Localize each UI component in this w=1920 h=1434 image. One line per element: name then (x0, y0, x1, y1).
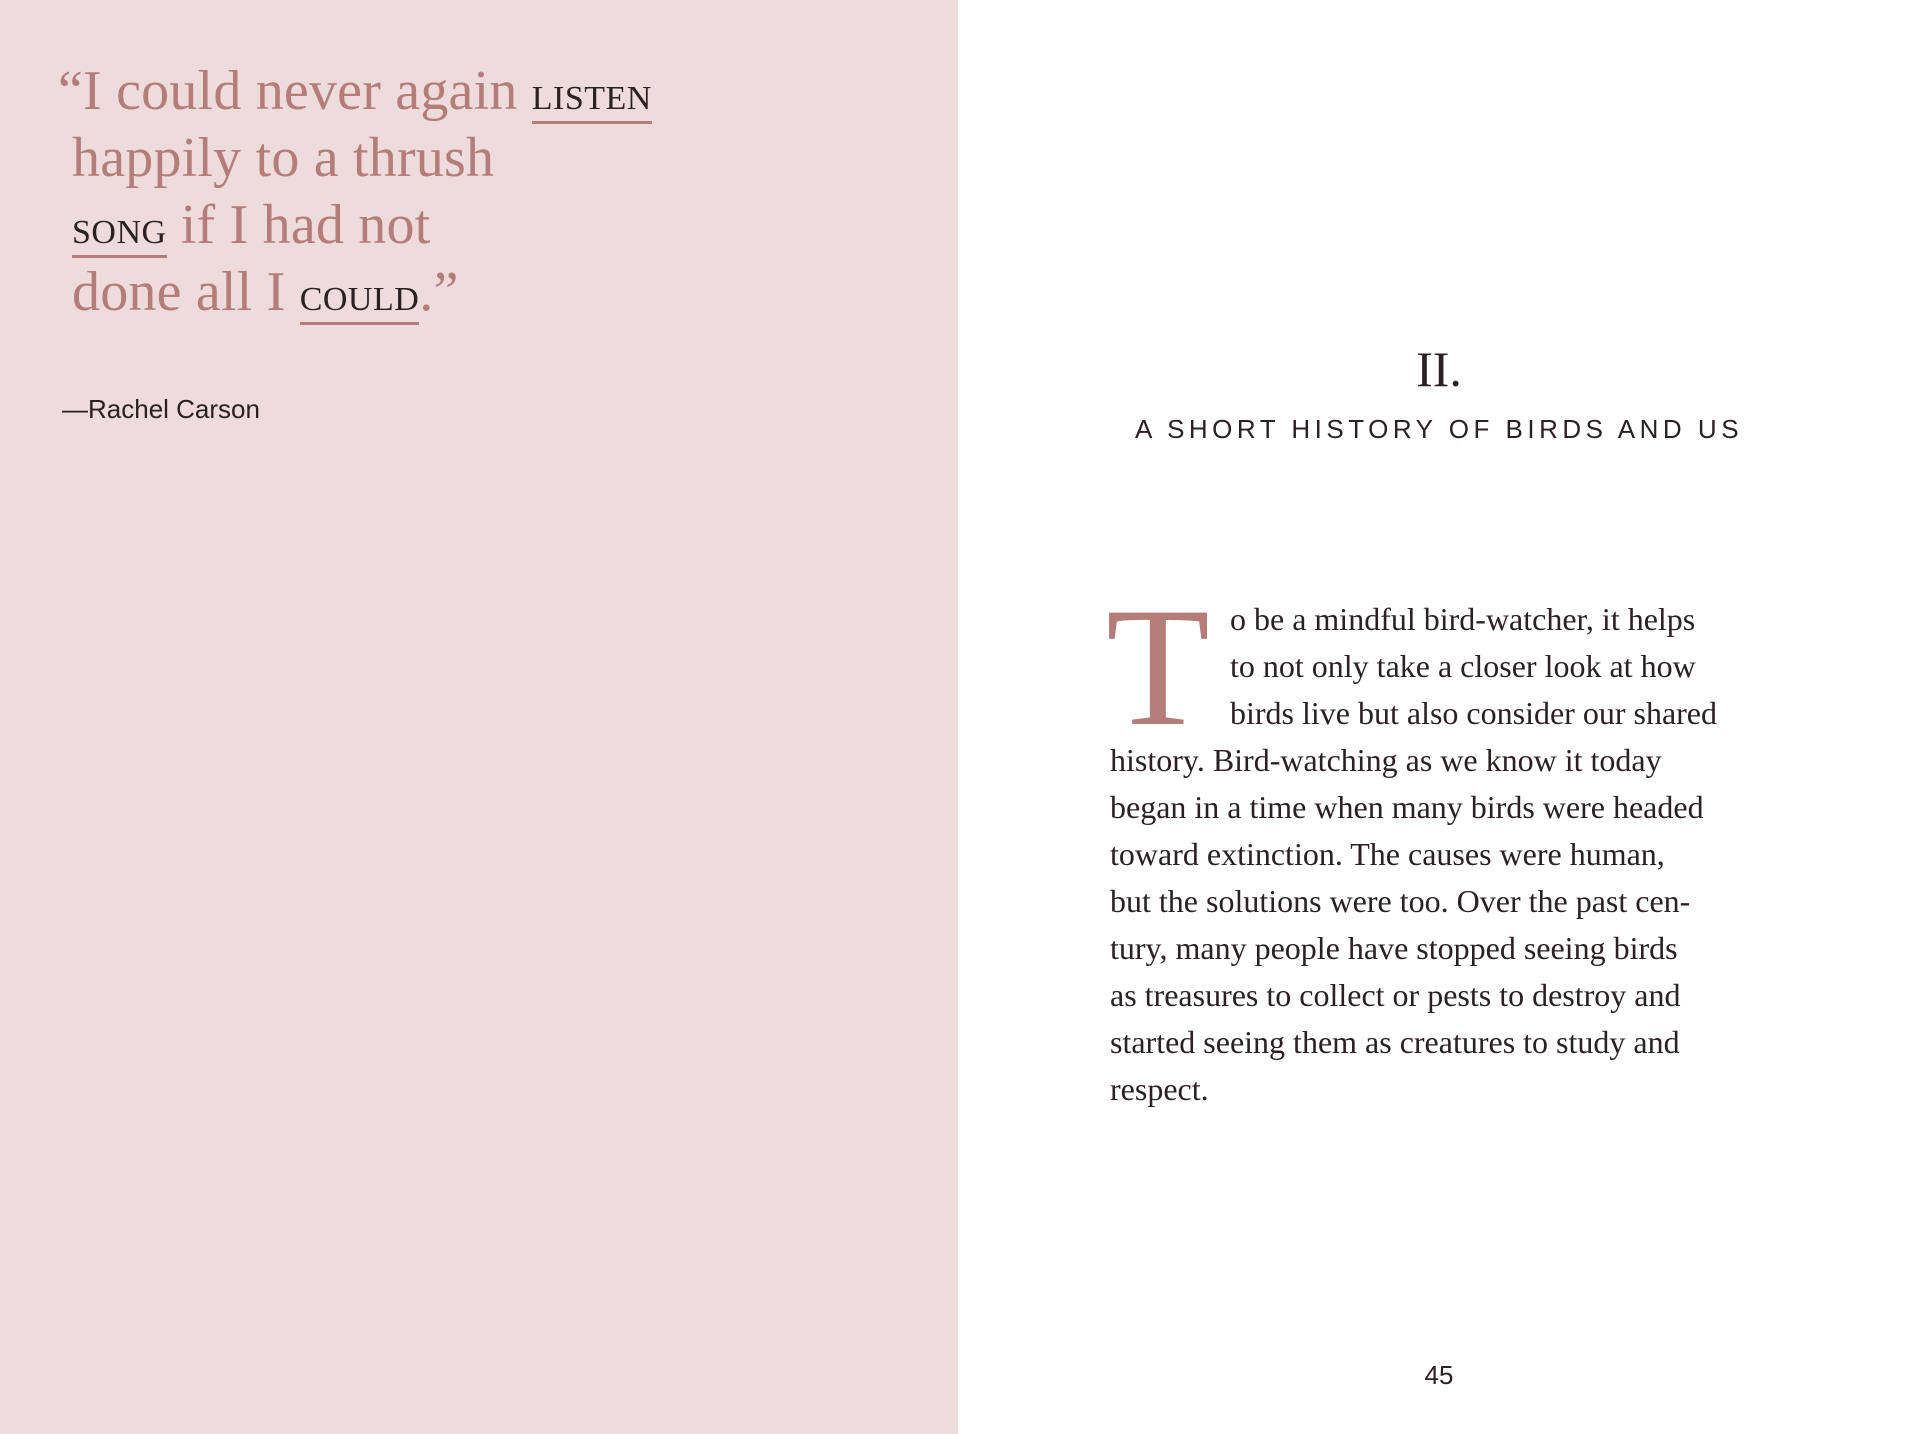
quote-attribution: —Rachel Carson (62, 394, 260, 424)
right-page (958, 0, 1920, 1434)
quote-emphasis: LISTEN (531, 80, 652, 117)
body-line: as treasures to collect or pests to destroy and (1110, 977, 1681, 1013)
pull-quote (58, 58, 652, 326)
body-line: began in a time when many birds were headed (1110, 789, 1704, 825)
quote-text: if I had not (180, 194, 431, 256)
quote-line-2 (58, 125, 652, 192)
quote-text: “I could never again (58, 60, 518, 122)
quote-emphasis: COULD (299, 281, 420, 318)
body-line: started seeing them as creatures to study and (1110, 1024, 1680, 1060)
quote-text: done all I (72, 261, 286, 323)
chapter-title: A SHORT HISTORY OF BIRDS AND US (1134, 414, 1744, 444)
left-page (0, 0, 958, 1434)
body-line: respect. (1110, 1071, 1209, 1107)
drop-cap: T (1106, 573, 1210, 761)
quote-line-4 (58, 259, 652, 326)
quote-line-1 (58, 58, 652, 125)
body-line: to not only take a closer look at how (1230, 648, 1696, 684)
body-line: tury, many people have stopped seeing birds (1110, 930, 1678, 966)
chapter-number: II. (1416, 341, 1462, 397)
page-number: 45 (1424, 1360, 1454, 1390)
body-line: o be a mindful bird-watcher, it helps (1230, 601, 1696, 637)
quote-text: happily to a thrush (72, 127, 495, 189)
body-line: birds live but also consider our shared (1230, 695, 1717, 731)
body-paragraph (1106, 573, 1790, 1113)
body-line: but the solutions were too. Over the past cen- (1110, 883, 1691, 919)
quote-emphasis: SONG (72, 214, 167, 251)
quote-line-3 (58, 192, 652, 259)
quote-closing: .” (419, 261, 459, 323)
body-line: history. Bird-watching as we know it today (1110, 742, 1662, 778)
body-line: toward extinction. The causes were human, (1110, 836, 1665, 872)
